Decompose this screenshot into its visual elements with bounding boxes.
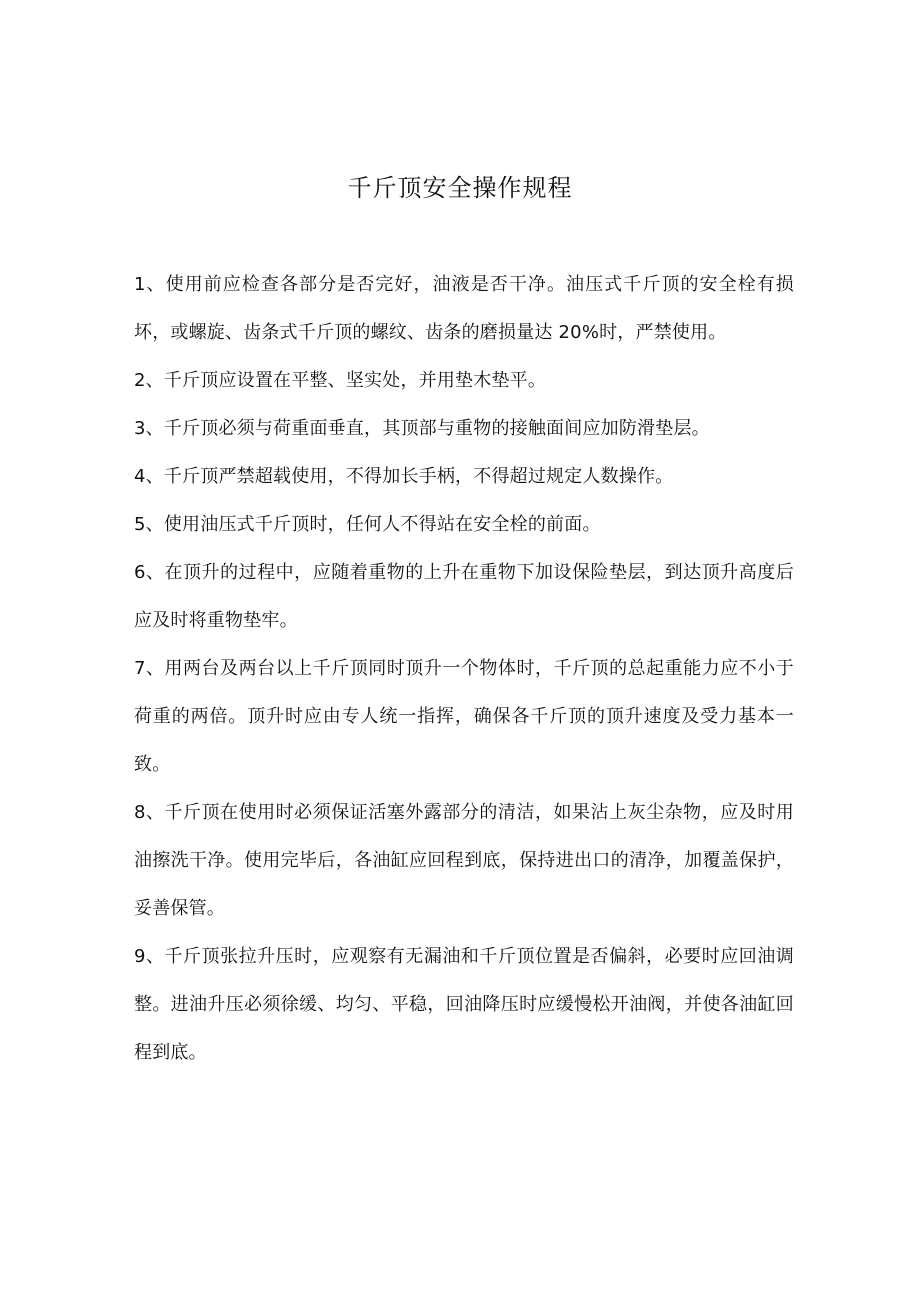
rule-item-9: 9、千斤顶张拉升压时，应观察有无漏油和千斤顶位置是否偏斜，必要时应回油调整。进油升压必须徐缓、均匀、平稳，回油降压时应缓慢松开油阀，并使各油缸回程到底。	[134, 946, 794, 1063]
document-title: 千斤顶安全操作规程	[347, 174, 573, 202]
rule-item-2: 2、千斤顶应设置在平整、坚实处，并用垫木垫平。	[134, 370, 547, 391]
rule-item-6: 6、在顶升的过程中，应随着重物的上升在重物下加设保险垫层，到达顶升高度后应及时将重物垫牢。	[134, 562, 794, 631]
rule-item-7: 7、用两台及两台以上千斤顶同时顶升一个物体时，千斤顶的总起重能力应不小于荷重的两倍。顶升时应由专人统一指挥，确保各千斤顶的顶升速度及受力基本一致。	[134, 658, 794, 775]
rule-item-1: 1、使用前应检查各部分是否完好，油液是否干净。油压式千斤顶的安全栓有损坏，或螺旋、齿条式千斤顶的螺纹、齿条的磨损量达 20%时，严禁使用。	[134, 274, 794, 343]
rule-item-4: 4、千斤顶严禁超载使用，不得加长手柄，不得超过规定人数操作。	[134, 466, 674, 487]
rule-item-8: 8、千斤顶在使用时必须保证活塞外露部分的清洁，如果沾上灰尘杂物，应及时用油擦洗干净。使用完毕后，各油缸应回程到底，保持进出口的清净，加覆盖保护，妥善保管。	[134, 802, 794, 919]
rule-item-5: 5、使用油压式千斤顶时，任何人不得站在安全栓的前面。	[134, 514, 601, 535]
rule-item-3: 3、千斤顶必须与荷重面垂直，其顶部与重物的接触面间应加防滑垫层。	[134, 418, 710, 439]
rules-list	[134, 261, 794, 1077]
